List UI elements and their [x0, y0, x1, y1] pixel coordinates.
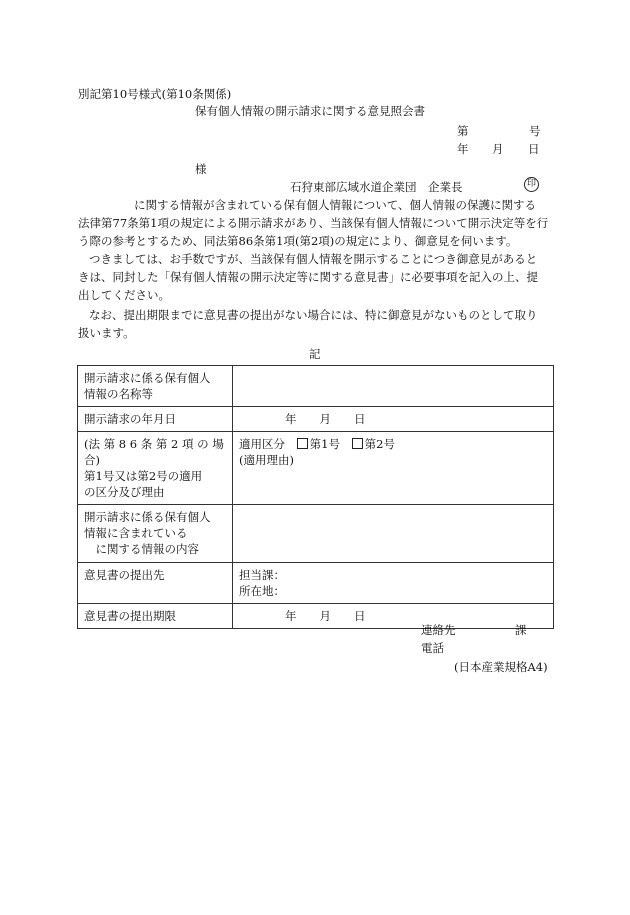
p3-line-2: 扱います。	[78, 326, 135, 340]
paragraph-2	[78, 250, 550, 304]
label-line: 情報に含まれている	[84, 526, 188, 540]
label-line: 第1号又は第2号の適用	[84, 469, 203, 483]
dept-field-label: 担当課：	[239, 568, 285, 582]
p3-line-1: なお、提出期限までに意見書の提出がない場合には、特に御意見がないものとして取り	[89, 308, 538, 322]
table-row	[78, 563, 554, 604]
label-line: 開示請求に係る保有個人	[84, 510, 211, 524]
p2-line-2: きは、同封した「保有個人情報の開示決定等に関する意見書」に必要事項を記入の上、提	[78, 270, 538, 284]
label-line: 合)	[84, 453, 100, 467]
row-label-info-content	[78, 505, 233, 563]
value-info-name[interactable]	[233, 366, 554, 407]
value-request-date[interactable]	[233, 407, 554, 432]
doc-number-suffix: 号	[529, 124, 541, 138]
classification-label: 適用区分	[239, 437, 285, 451]
checkbox-item-1[interactable]	[297, 438, 308, 449]
deadline-text: 年 月 日	[285, 609, 366, 623]
table-row	[78, 505, 554, 563]
opinion-table	[77, 365, 554, 629]
addressee-suffix: 様	[195, 162, 207, 176]
value-submission-dest	[233, 563, 554, 604]
paragraph-1	[78, 196, 550, 250]
row-label-deadline: 意見書の提出期限	[78, 604, 233, 629]
reason-label: (適用理由)	[239, 453, 294, 467]
row-label-submission-dest: 意見書の提出先	[78, 563, 233, 604]
value-deadline[interactable]	[233, 604, 554, 629]
paragraph-3	[78, 306, 550, 342]
option-1-label: 第1号	[309, 437, 340, 451]
date-day: 日	[528, 142, 540, 156]
checkbox-item-2[interactable]	[352, 438, 363, 449]
page-title: 保有個人情報の開示請求に関する意見照会書	[195, 104, 425, 118]
label-line: に関する情報の内容	[84, 542, 199, 556]
p2-line-3: 出してください。	[78, 288, 170, 302]
table-row	[78, 432, 554, 505]
value-classification	[233, 432, 554, 505]
p1-line-1: に関する情報が含まれている保有個人情報について、個人情報の保護に関する	[134, 198, 537, 212]
row-label-info-name	[78, 366, 233, 407]
option-2-label: 第2号	[364, 437, 395, 451]
label-line: 開示請求に係る保有個人	[84, 371, 211, 385]
contact-label: 連絡先	[421, 623, 456, 637]
seal-mark: 印	[524, 177, 539, 192]
sender-name: 石狩東部広域水道企業団 企業長	[290, 180, 463, 194]
ki-heading: 記	[309, 347, 321, 361]
phone-label: 電話	[421, 641, 444, 655]
form-number: 別記第10号様式(第10条関係)	[78, 87, 232, 101]
date-year: 年	[457, 142, 469, 156]
table-row	[78, 366, 554, 407]
p1-line-2: 法律第77条第1項の規定による開示請求があり、当該保有個人情報について開示決定等を行	[78, 216, 549, 230]
doc-number-prefix: 第	[457, 124, 469, 138]
p2-line-1: つきましては、お手数ですが、当該保有個人情報を開示することにつき御意見があると	[89, 252, 538, 266]
address-field-label: 所在地：	[239, 584, 285, 598]
classification-line	[239, 436, 547, 452]
table-row	[78, 604, 554, 629]
value-info-content[interactable]	[233, 505, 554, 563]
p1-line-3: う際の参考とするため、同法第86条第1項(第2項)の規定により、御意見を伺います。	[78, 234, 518, 248]
request-date-text: 年 月 日	[285, 412, 366, 426]
paper-size-note: (日本産業規格A4)	[454, 660, 548, 674]
table-row	[78, 407, 554, 432]
row-label-classification	[78, 432, 233, 505]
date-month: 月	[492, 142, 504, 156]
row-label-request-date: 開示請求の年月日	[78, 407, 233, 432]
section-label: 課	[515, 623, 527, 637]
label-line: の区分及び理由	[84, 485, 165, 499]
label-line: (法 第 8 6 条 第 2 項 の 場	[84, 437, 224, 451]
label-line: 情報の名称等	[84, 387, 153, 401]
